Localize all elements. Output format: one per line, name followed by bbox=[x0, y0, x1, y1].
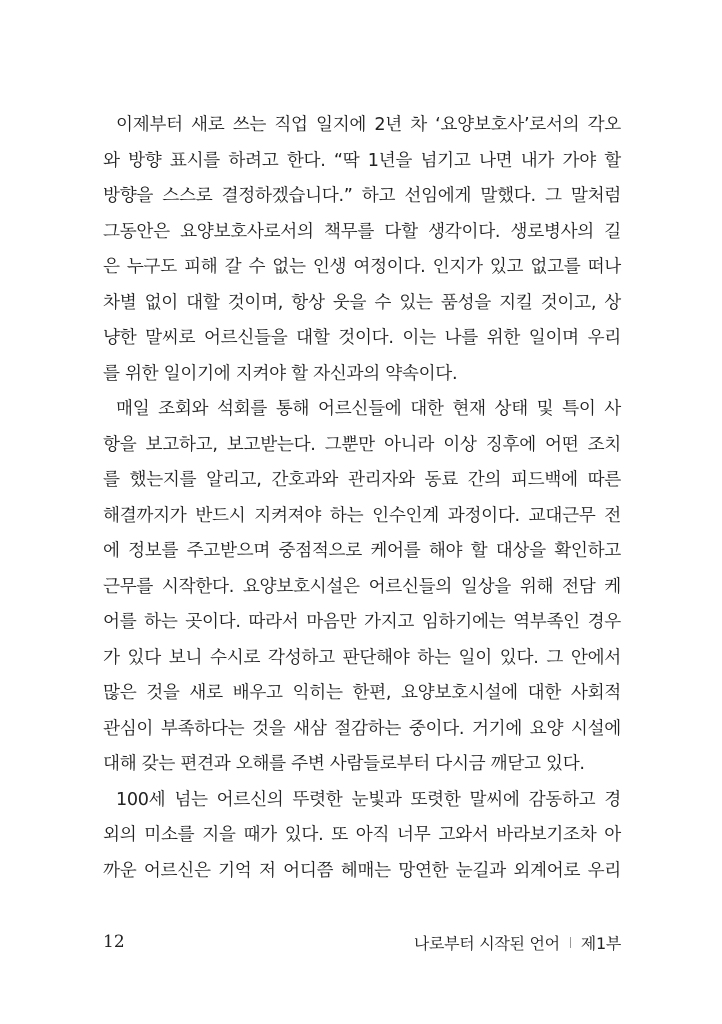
text-line: 방향을 스스로 결정하겠습니다.” 하고 선임에게 말했다. 그 말처럼 bbox=[103, 186, 621, 206]
text-line: 관심이 부족하다는 것을 새삼 절감하는 중이다. 거기에 요양 시설에 bbox=[103, 718, 621, 739]
text-line: 근무를 시작한다. 요양보호시설은 어르신들의 일상을 위해 전담 케 bbox=[103, 576, 621, 597]
text-line: 많은 것을 새로 배우고 익히는 한편, 요양보호시설에 대한 사회적 bbox=[103, 683, 621, 703]
text-line: 어를 하는 곳이다. 따라서 마음만 가지고 임하기에는 역부족인 경우 bbox=[103, 612, 621, 632]
text-line: 은 누구도 피해 갈 수 없는 인생 여정이다. 인지가 있고 없고를 떠나 bbox=[103, 257, 621, 277]
text-line: 항을 보고하고, 보고받는다. 그뿐만 아니라 이상 징후에 어떤 조치 bbox=[103, 434, 621, 455]
separator-divider bbox=[570, 937, 571, 948]
text-line: 가 있다 보니 수시로 각성하고 판단해야 하는 일이 있다. 그 안에서 bbox=[103, 647, 621, 668]
book-title: 나로부터 시작된 언어 bbox=[413, 933, 560, 953]
text-line: 100세 넘는 어르신의 뚜렷한 눈빛과 또렷한 말씨에 감동하고 경 bbox=[116, 789, 621, 810]
body-text bbox=[103, 108, 621, 889]
text-line: 와 방향 표시를 하려고 한다. “딱 1년을 넘기고 나면 내가 가야 할 bbox=[103, 150, 621, 171]
text-line: 까운 어르신은 기억 저 어디쯤 헤매는 망연한 눈길과 외계어로 우리 bbox=[103, 860, 621, 881]
page-number: 12 bbox=[103, 932, 125, 952]
text-line: 매일 조회와 석회를 통해 어르신들에 대한 현재 상태 및 특이 사 bbox=[116, 399, 621, 419]
part-label: 제1부 bbox=[580, 933, 621, 953]
text-line: 해결까지가 반드시 지켜져야 하는 인수인계 과정이다. 교대근무 전 bbox=[103, 505, 621, 526]
text-line: 그동안은 요양보호사로서의 책무를 다할 생각이다. 생로병사의 길 bbox=[103, 221, 621, 242]
text-line: 이제부터 새로 쓰는 직업 일지에 2년 차 ‘요양보호사’로서의 각오 bbox=[116, 115, 621, 135]
text-line: 를 했는지를 알리고, 간호과와 관리자와 동료 간의 피드백에 따른 bbox=[103, 470, 621, 490]
running-head bbox=[414, 931, 621, 954]
text-line: 를 위한 일이기에 지켜야 할 자신과의 약속이다. bbox=[103, 363, 458, 384]
text-line: 대해 갖는 편견과 오해를 주변 사람들로부터 다시금 깨닫고 있다. bbox=[103, 754, 585, 774]
text-line: 냥한 말씨로 어르신들을 대할 것이다. 이는 나를 위한 일이며 우리 bbox=[103, 328, 621, 348]
text-line: 차별 없이 대할 것이며, 항상 웃을 수 있는 품성을 지킬 것이고, 상 bbox=[103, 292, 621, 313]
text-line: 외의 미소를 지을 때가 있다. 또 아직 너무 고와서 바라보기조차 아 bbox=[103, 825, 621, 845]
page-footer bbox=[103, 928, 621, 956]
text-line: 에 정보를 주고받으며 중점적으로 케어를 해야 할 대상을 확인하고 bbox=[103, 541, 621, 561]
